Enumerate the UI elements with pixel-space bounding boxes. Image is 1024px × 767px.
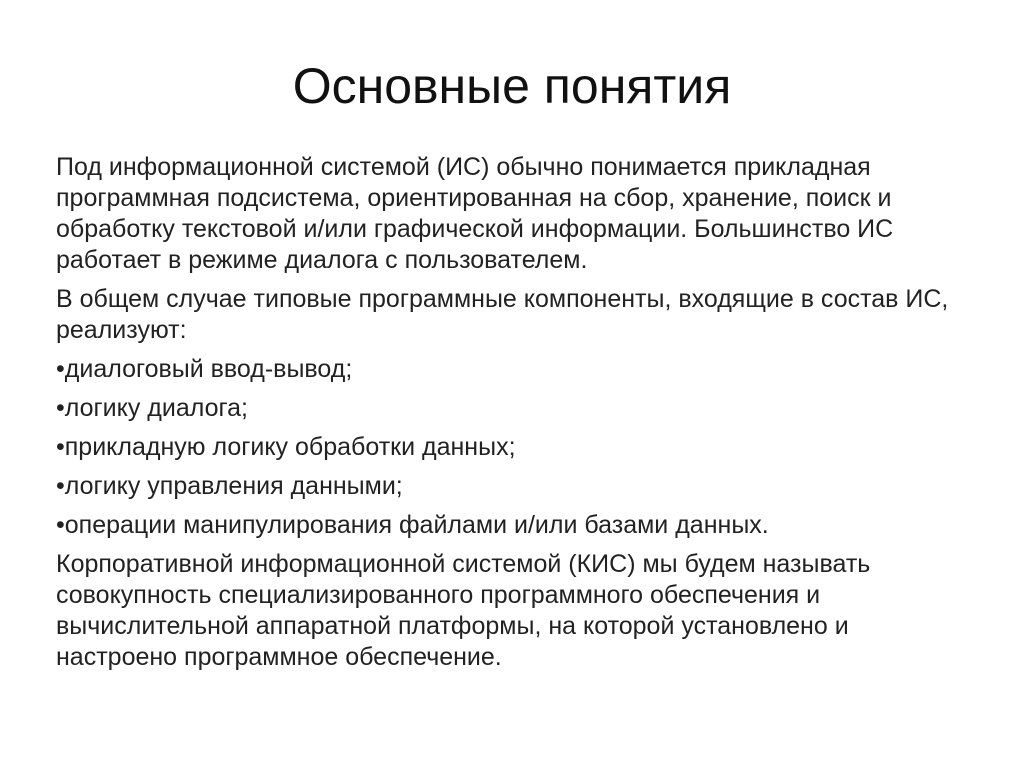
list-item (56, 432, 976, 463)
paragraph-components-intro: В общем случае типовые программные компоненты, входящие в состав ИС, реализуют: (56, 285, 949, 344)
list-item (56, 354, 976, 385)
paragraph-kis-definition: Корпоративной информационной системой (КИС) мы будем называть совокупность специализированного программного обеспечения и вычислительной аппаратной платформы, на которой установлено и настроено программное обеспечение. (56, 550, 871, 671)
list-item (56, 510, 976, 541)
bullet-text: прикладную логику обработки данных; (64, 433, 516, 461)
paragraph-is-definition: Под информационной системой (ИС) обычно понимается прикладная программная подсистема, ориентированная на сбор, хранение, поиск и обработку текстовой и/или графической информации. Большинство ИС работает в режиме диалога с пользователем. (56, 153, 894, 274)
bullet-text: операции манипулирования файлами и/или базами данных. (64, 511, 769, 539)
bullet-mark: • (56, 472, 65, 500)
list-item (56, 471, 976, 502)
bullet-mark: • (56, 433, 65, 461)
slide-body (56, 152, 976, 681)
bullet-text: диалоговый ввод-вывод; (64, 355, 353, 383)
list-item (56, 393, 976, 424)
bullet-mark: • (56, 511, 65, 539)
bullet-text: логику управления данными; (64, 472, 403, 500)
slide-title: Основные понятия (292, 58, 732, 114)
bullet-mark: • (56, 355, 65, 383)
bullet-mark: • (56, 394, 65, 422)
bullet-text: логику диалога; (64, 394, 248, 422)
